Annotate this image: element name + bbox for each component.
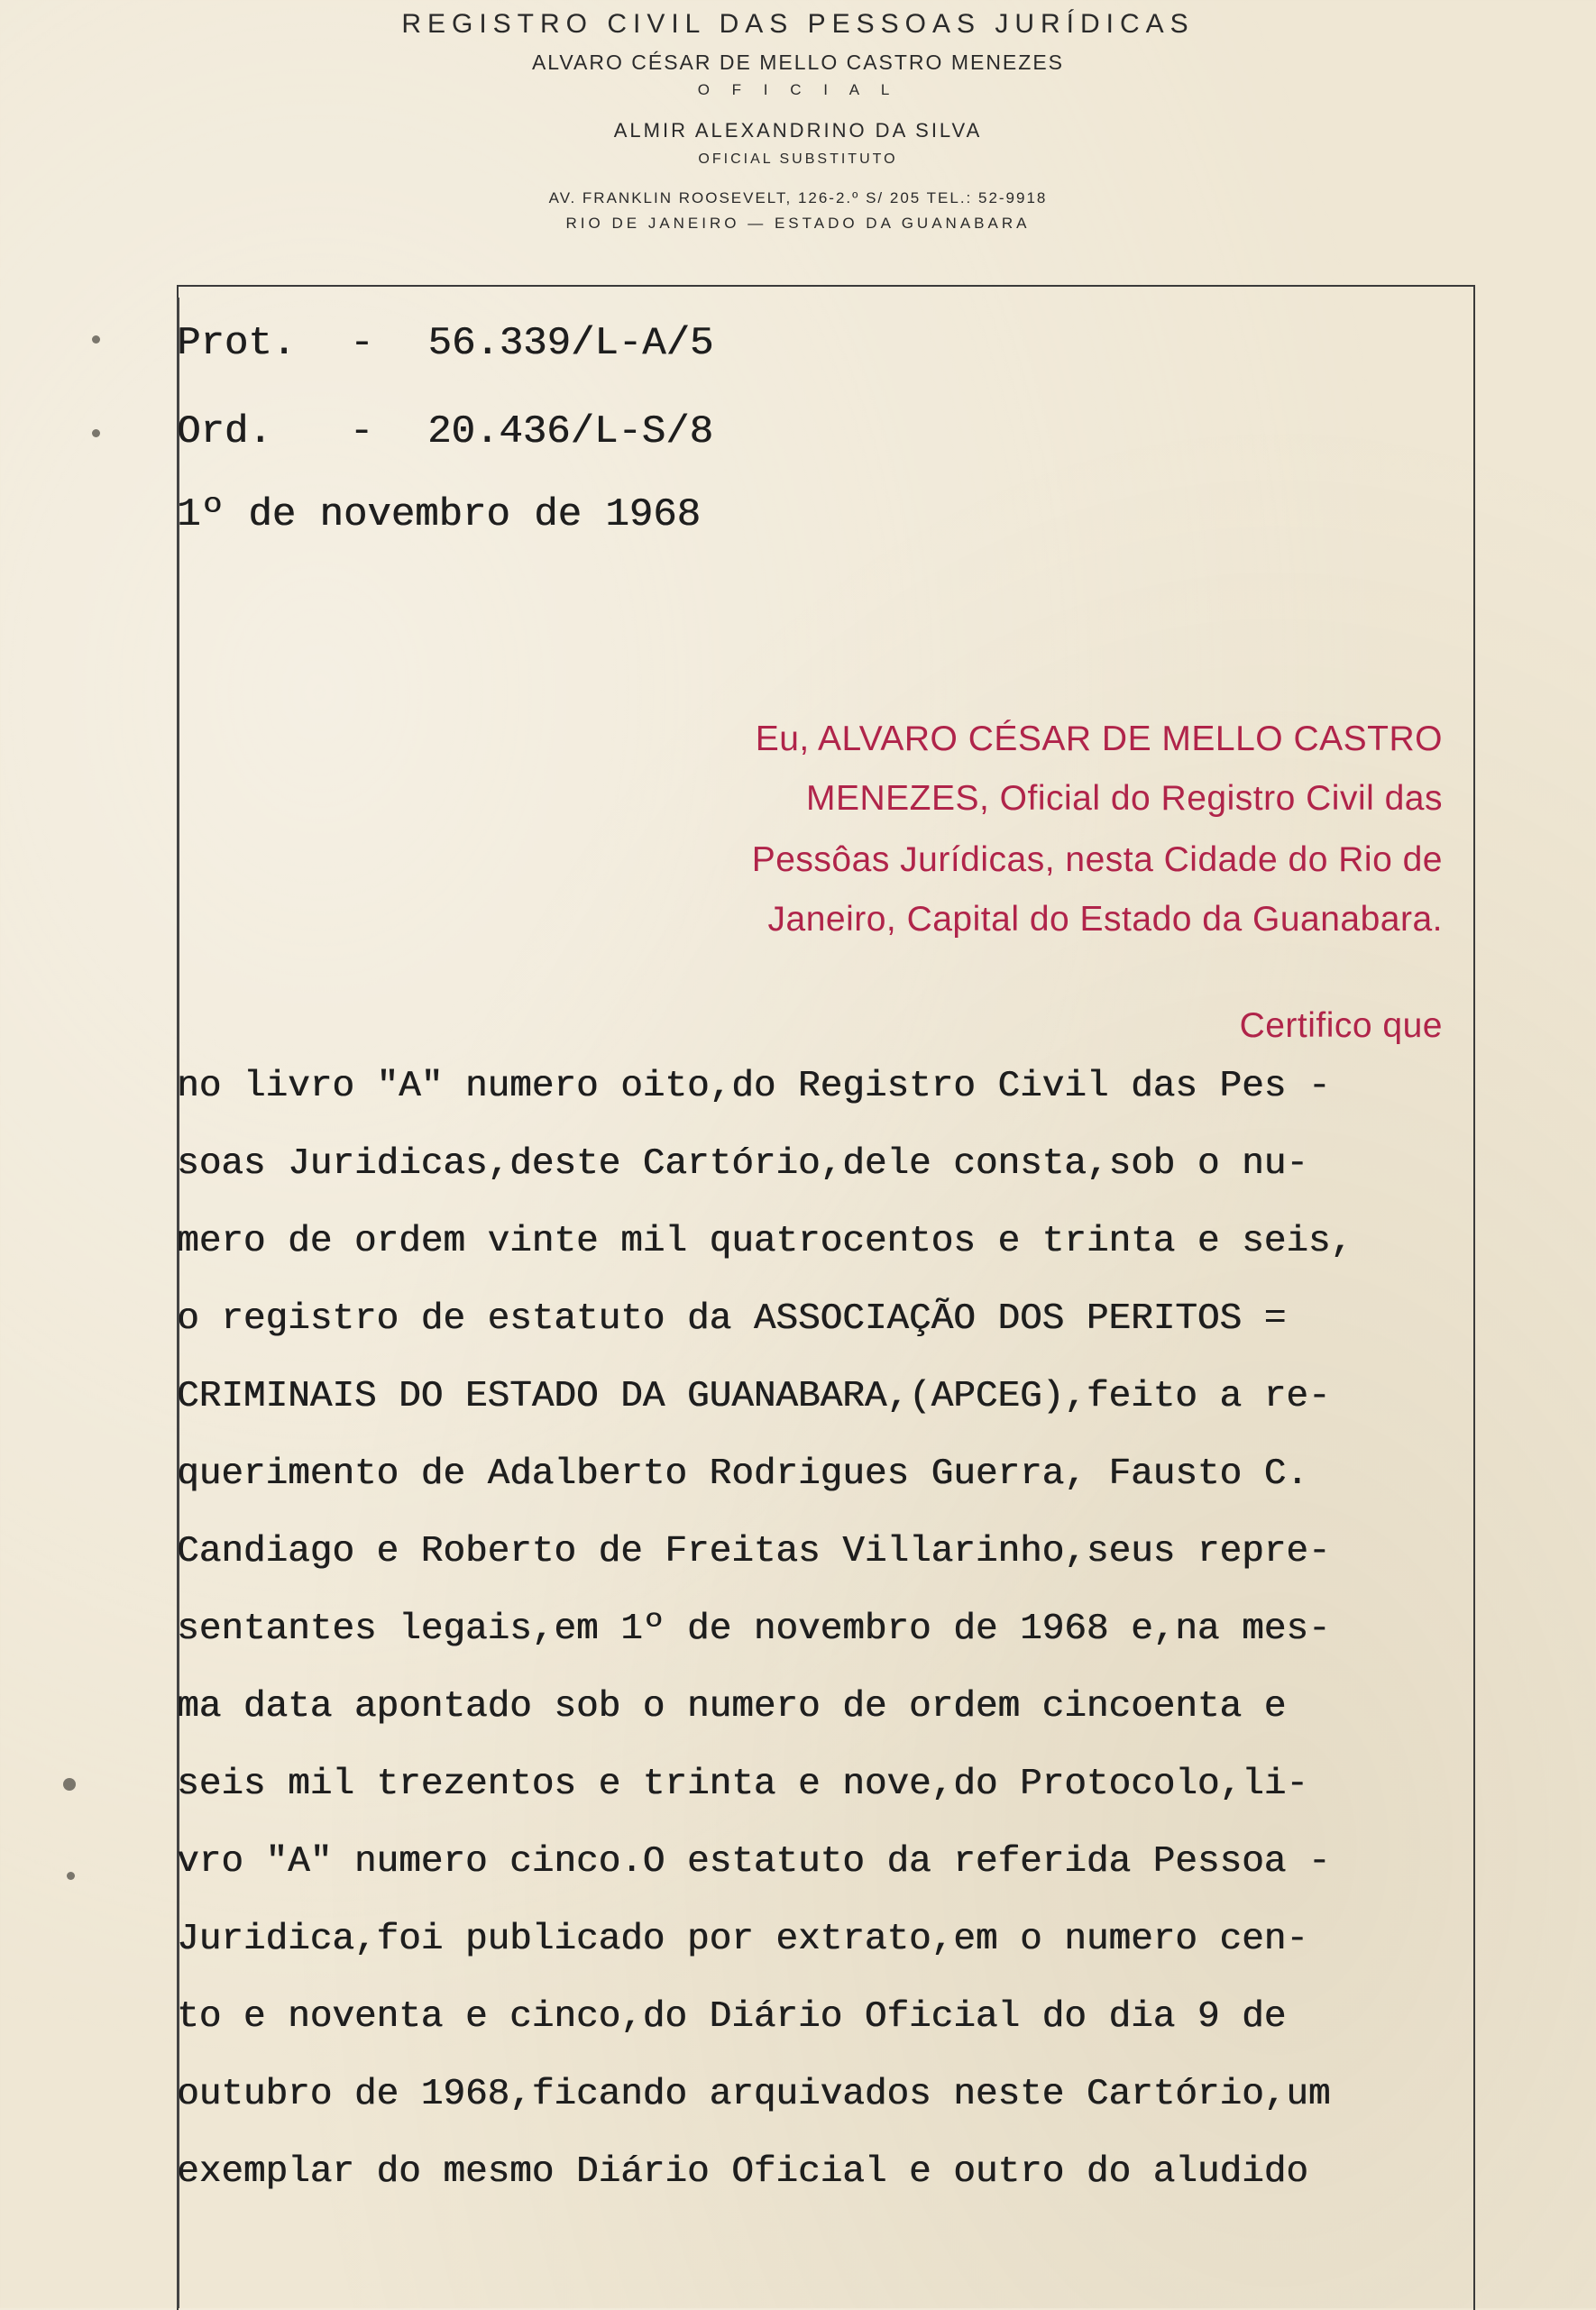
protocol-label: Prot. (177, 321, 297, 366)
order-label: Ord. (177, 409, 272, 454)
substitute-name: ALMIR ALEXANDRINO DA SILVA (613, 119, 983, 142)
body-line: sentantes legais,em 1º de novembro de 1968 e,na mes- (177, 1609, 1331, 1650)
document-date: 1º de novembro de 1968 (177, 492, 701, 537)
body-line: Juridica,foi publicado por extrato,em o numero cen- (177, 1919, 1308, 1960)
body-line: ma data apontado sob o numero de ordem cincoenta e (177, 1686, 1287, 1728)
stamp-line-3: Pessôas Jurídicas, nesta Cidade do Rio de (751, 840, 1443, 879)
order-line: Ord. - 20.436/L-S/8 (177, 409, 713, 454)
body-line: soas Juridicas,deste Cartório,dele consta,sob o nu- (177, 1143, 1308, 1185)
body-line: Candiago e Roberto de Freitas Villarinho,seus repre- (177, 1531, 1331, 1572)
stamp-certifico: Certifico que (1239, 1006, 1443, 1045)
body-line: CRIMINAIS DO ESTADO DA GUANABARA,(APCEG),feito a re- (177, 1376, 1331, 1417)
punch-hole (92, 335, 100, 344)
punch-hole (67, 1872, 75, 1880)
body-line: to e noventa e cinco,do Diário Oficial do dia 9 de (177, 1996, 1287, 2038)
registry-title: REGISTRO CIVIL DAS PESSOAS JURÍDICAS (401, 9, 1195, 39)
body-line: seis mil trezentos e trinta e nove,do Protocolo,li- (177, 1764, 1308, 1805)
protocol-line: Prot. - 56.339/L-A/5 (177, 321, 714, 366)
official-name: ALVARO CÉSAR DE MELLO CASTRO MENEZES (531, 50, 1065, 74)
stamp-line-4: Janeiro, Capital do Estado da Guanabara. (767, 900, 1443, 939)
punch-hole (63, 1778, 76, 1791)
order-number: 20.436/L-S/8 (427, 409, 713, 454)
body-line: querimento de Adalberto Rodrigues Guerra, Fausto C. (177, 1453, 1308, 1495)
body-line: mero de ordem vinte mil quatrocentos e trinta e seis, (177, 1221, 1353, 1262)
substitute-title: OFICIAL SUBSTITUTO (698, 151, 898, 167)
body-line: exemplar do mesmo Diário Oficial e outro do aludido (177, 2151, 1308, 2193)
office-city: RIO DE JANEIRO — ESTADO DA GUANABARA (565, 215, 1031, 232)
body-line: o registro de estatuto da ASSOCIAÇÃO DOS PERITOS = (177, 1298, 1287, 1340)
office-address: AV. FRANKLIN ROOSEVELT, 126-2.º S/ 205 TEL.: 52-9918 (548, 189, 1048, 206)
protocol-number: 56.339/L-A/5 (427, 321, 714, 366)
body-line: vro "A" numero cinco.O estatuto da referida Pessoa - (177, 1841, 1331, 1883)
body-line: outubro de 1968,ficando arquivados neste Cartório,um (177, 2074, 1331, 2115)
stamp-line-2: MENEZES, Oficial do Registro Civil das (805, 779, 1443, 818)
punch-hole (92, 429, 100, 437)
body-line: no livro "A" numero oito,do Registro Civil das Pes - (177, 1066, 1331, 1107)
stamp-line-1: Eu, ALVARO CÉSAR DE MELLO CASTRO (755, 720, 1443, 758)
official-title: O F I C I A L (697, 81, 899, 98)
